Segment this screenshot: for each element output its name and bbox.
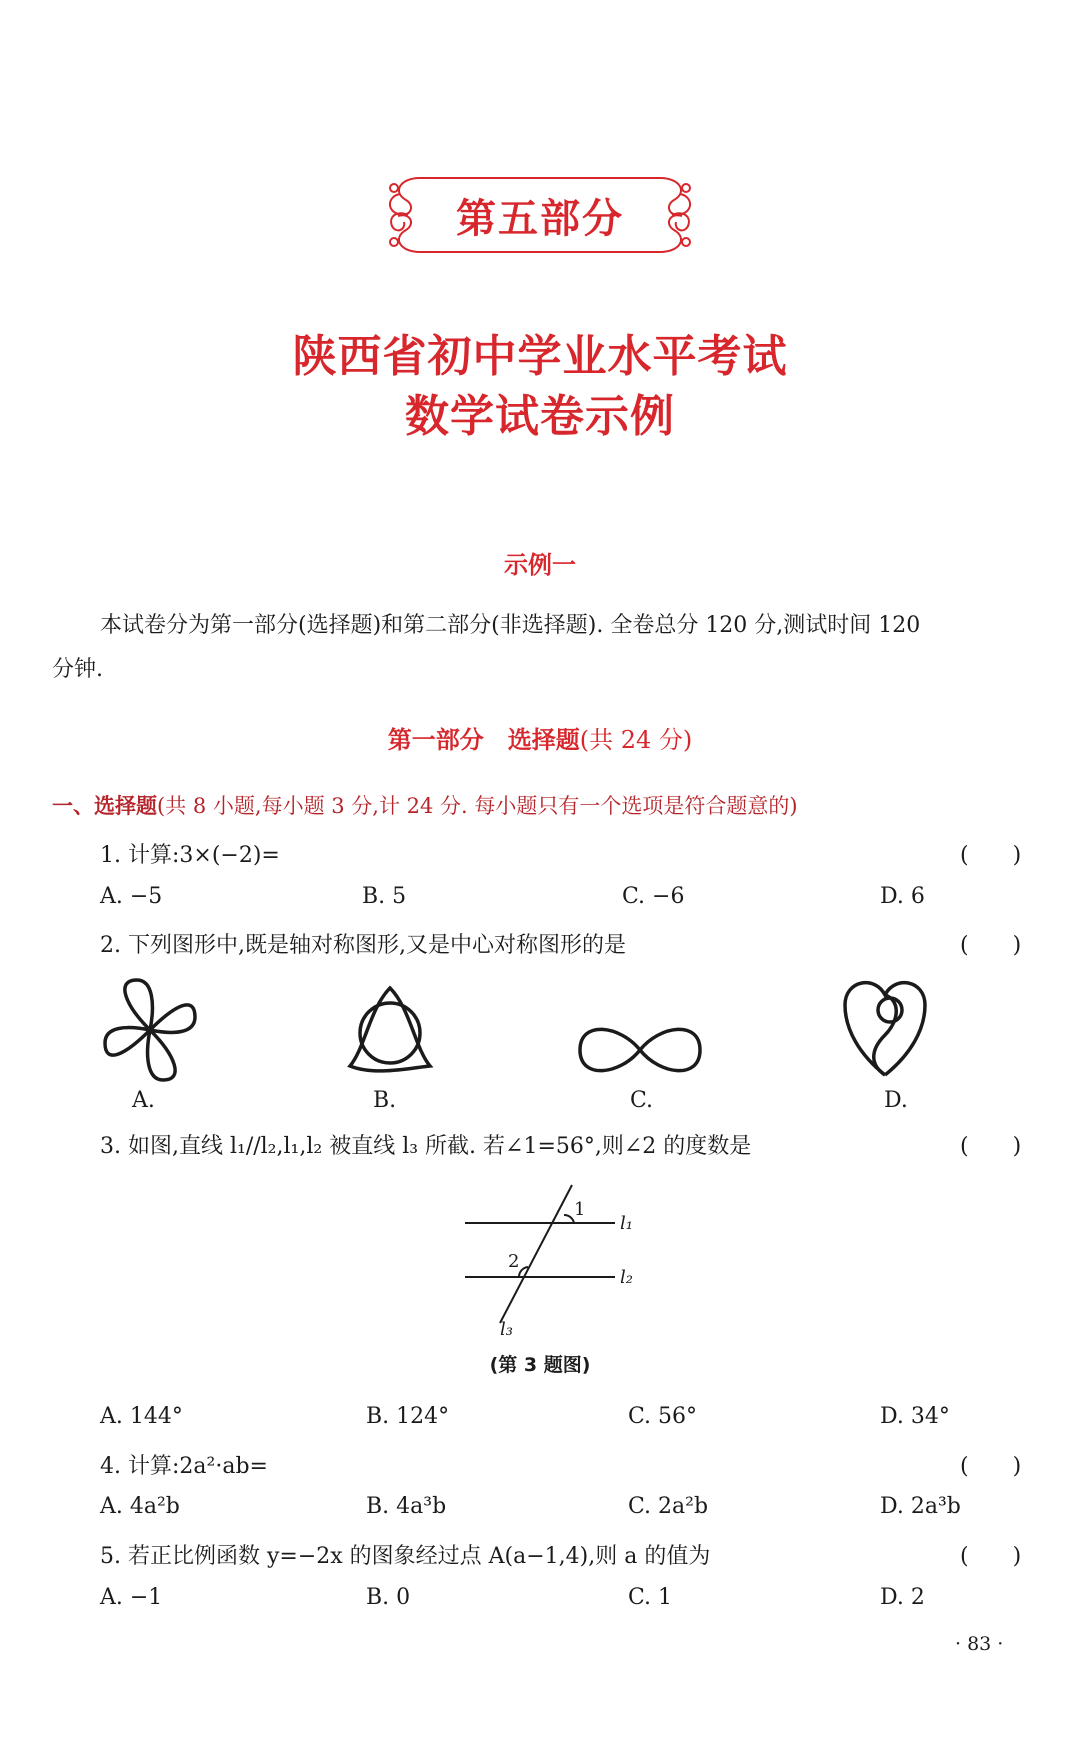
question-3-option-b: B. 124° [366,1404,450,1429]
question-1-option-a: A. −5 [100,884,163,909]
line-l2-label: l₂ [620,1267,633,1288]
question-2-answer-blank: ( ) [960,933,1022,958]
question-4-option-c: C. 2a²b [628,1494,709,1519]
question-2-stem: 2. 下列图形中,既是轴对称图形,又是中心对称图形的是 [100,933,626,958]
intro-line-2: 分钟. [52,657,103,682]
intro-line-1: 本试卷分为第一部分(选择题)和第二部分(非选择题). 全卷总分 120 分,测试时间 120 [100,613,921,638]
intro-text [52,604,1032,692]
figure-label-c: C. [630,1088,654,1113]
question-1-option-d: D. 6 [880,884,925,909]
subsection-header [52,790,798,820]
four-leaf-figure [95,975,205,1085]
figure-label-a: A. [132,1088,155,1113]
section-title-text: 第一部分 选择题 [387,726,580,754]
question-5-stem: 5. 若正比例函数 y=−2x 的图象经过点 A(a−1,4),则 a 的值为 [100,1544,711,1569]
section-title [0,720,1080,755]
question-3-option-c: C. 56° [628,1404,698,1429]
question-4-option-a: A. 4a²b [100,1494,180,1519]
question-3-option-d: D. 34° [880,1404,950,1429]
question-5-option-c: C. 1 [628,1585,673,1610]
exam-title-line2: 数学试卷示例 [405,391,675,442]
part-title: 第五部分 [456,195,624,242]
question-4-answer-blank: ( ) [960,1454,1022,1479]
question-4-option-b: B. 4a³b [366,1494,447,1519]
question-1-stem: 1. 计算:3×(−2)= [100,843,280,868]
question-3-stem: 3. 如图,直线 l₁//l₂,l₁,l₂ 被直线 l₃ 所截. 若∠1=56°,则∠2 的度数是 [100,1134,752,1159]
question-1-answer-blank: ( ) [960,843,1022,868]
question-3-answer-blank: ( ) [960,1134,1022,1159]
page-number: · 83 · [955,1633,1004,1655]
question-4-stem: 4. 计算:2a²·ab= [100,1454,268,1479]
subsection-title: 一、选择题 [52,794,157,818]
heart-knot-figure [840,970,930,1085]
question-5-option-a: A. −1 [100,1585,163,1610]
part-banner [380,170,700,260]
question-1-option-c: C. −6 [622,884,685,909]
parallel-lines-diagram [460,1175,650,1340]
angle-1-label: 1 [574,1199,586,1220]
exam-title-line1: 陕西省初中学业水平考试 [292,331,788,382]
question-5-option-b: B. 0 [366,1585,411,1610]
question-5-option-d: D. 2 [880,1585,925,1610]
figure-label-b: B. [373,1088,397,1113]
question-4-option-d: D. 2a³b [880,1494,961,1519]
angle-2-label: 2 [508,1251,520,1272]
infinity-figure [575,1015,705,1085]
section-note: (共 24 分) [579,726,693,754]
question-5-answer-blank: ( ) [960,1544,1022,1569]
line-l3-label: l₃ [500,1319,513,1340]
trefoil-figure [340,978,440,1078]
figure-label-d: D. [884,1088,908,1113]
question-3-option-a: A. 144° [100,1404,183,1429]
subsection-note: (共 8 小题,每小题 3 分,计 24 分. 每小题只有一个选项是符合题意的) [157,794,798,818]
figure-3-caption: (第 3 题图) [489,1354,591,1376]
question-1-option-b: B. 5 [362,884,407,909]
line-l1-label: l₁ [620,1213,633,1234]
example-title: 示例一 [504,551,576,579]
